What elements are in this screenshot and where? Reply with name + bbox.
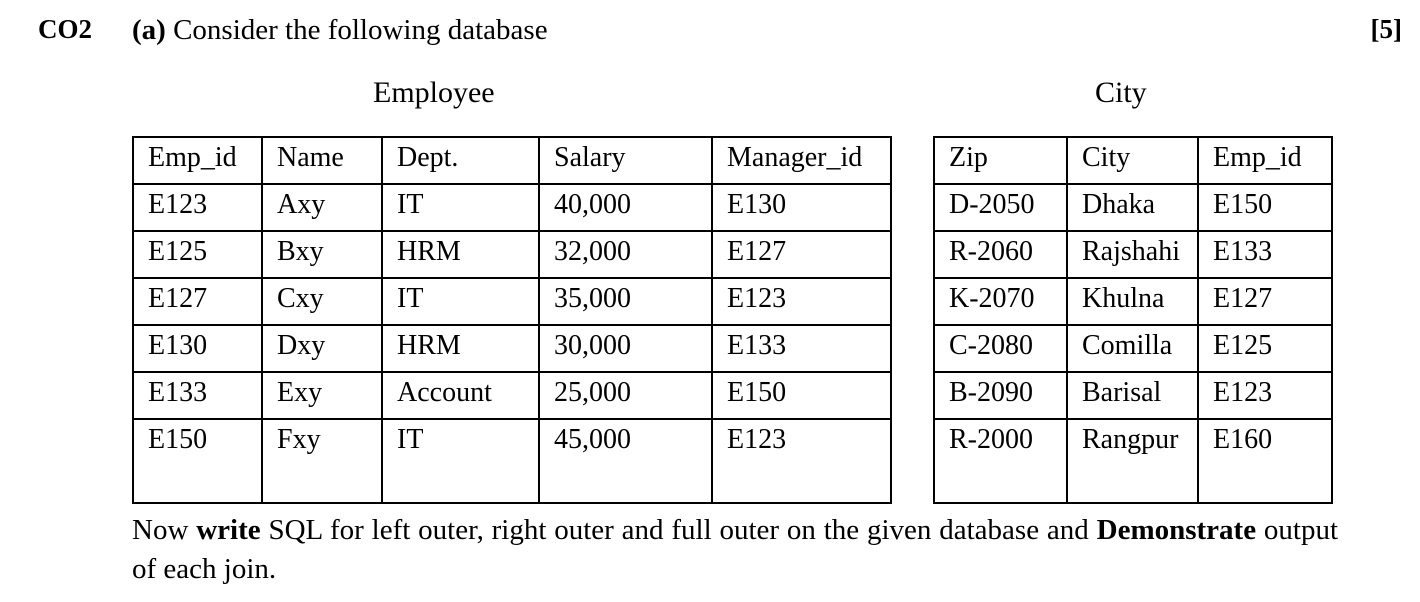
- employee-table-row: [133, 278, 891, 325]
- employee-table-column-header: Name: [262, 137, 382, 184]
- employee-table-cell: Bxy: [262, 231, 382, 278]
- city-table-cell: K-2070: [934, 278, 1067, 325]
- city-table-cell: E150: [1198, 184, 1332, 231]
- employee-table-row: [133, 184, 891, 231]
- city-table-cell: E133: [1198, 231, 1332, 278]
- employee-table-cell: E127: [133, 278, 262, 325]
- city-table-cell: D-2050: [934, 184, 1067, 231]
- employee-table-row: [133, 325, 891, 372]
- employee-table-column-header: Dept.: [382, 137, 539, 184]
- city-table-cell: Khulna: [1067, 278, 1198, 325]
- city-table-caption: City: [1095, 76, 1147, 109]
- employee-table-caption: Employee: [373, 76, 495, 109]
- city-table-row: [934, 325, 1332, 372]
- employee-table-cell: E133: [133, 372, 262, 419]
- city-table-row: [934, 419, 1332, 503]
- employee-table-cell: HRM: [382, 325, 539, 372]
- city-table-cell: C-2080: [934, 325, 1067, 372]
- city-table-cell: E123: [1198, 372, 1332, 419]
- city-table-cell: E160: [1198, 419, 1332, 503]
- employee-table-cell: E123: [712, 419, 891, 503]
- employee-table-cell: HRM: [382, 231, 539, 278]
- employee-table-column-header: Salary: [539, 137, 712, 184]
- employee-table-header-row: [133, 137, 891, 184]
- city-table-cell: Dhaka: [1067, 184, 1198, 231]
- instruction-tail: output of each join.: [132, 514, 1339, 585]
- instruction-keyword-demonstrate: Demonstrate: [1096, 514, 1257, 546]
- employee-table-cell: Fxy: [262, 419, 382, 503]
- city-table-cell: R-2060: [934, 231, 1067, 278]
- city-table-row: [934, 184, 1332, 231]
- instruction-text: [132, 511, 1338, 589]
- employee-table-cell: E127: [712, 231, 891, 278]
- employee-table-cell: E130: [133, 325, 262, 372]
- employee-table-cell: E123: [133, 184, 262, 231]
- employee-table-cell: 45,000: [539, 419, 712, 503]
- city-table-row: [934, 278, 1332, 325]
- city-table-cell: E125: [1198, 325, 1332, 372]
- city-table-cell: R-2000: [934, 419, 1067, 503]
- question-part-label: (a): [132, 14, 166, 46]
- employee-table-column-header: Emp_id: [133, 137, 262, 184]
- employee-table-cell: Account: [382, 372, 539, 419]
- employee-table-cell: E130: [712, 184, 891, 231]
- employee-table-row: [133, 372, 891, 419]
- city-table-column-header: Emp_id: [1198, 137, 1332, 184]
- employee-table-cell: Dxy: [262, 325, 382, 372]
- employee-table-cell: E123: [712, 278, 891, 325]
- employee-table-cell: Axy: [262, 184, 382, 231]
- employee-table-cell: 25,000: [539, 372, 712, 419]
- employee-table-cell: Exy: [262, 372, 382, 419]
- instruction-body: SQL for left outer, right outer and full outer on the given database and: [268, 514, 1089, 546]
- employee-table-row: [133, 231, 891, 278]
- instruction-keyword-write: write: [196, 514, 261, 546]
- employee-table-cell: 35,000: [539, 278, 712, 325]
- employee-table-cell: 30,000: [539, 325, 712, 372]
- city-table-row: [934, 231, 1332, 278]
- employee-table-cell: 32,000: [539, 231, 712, 278]
- course-outcome-label: CO2: [38, 14, 92, 44]
- employee-table-cell: Cxy: [262, 278, 382, 325]
- employee-table-column-header: Manager_id: [712, 137, 891, 184]
- city-table-column-header: Zip: [934, 137, 1067, 184]
- city-table-row: [934, 372, 1332, 419]
- employee-table-cell: IT: [382, 278, 539, 325]
- employee-table-cell: IT: [382, 184, 539, 231]
- marks-label: [5]: [1370, 14, 1402, 44]
- employee-table-cell: 40,000: [539, 184, 712, 231]
- city-table-column-header: City: [1067, 137, 1198, 184]
- employee-table-cell: E150: [133, 419, 262, 503]
- city-table-cell: Rajshahi: [1067, 231, 1198, 278]
- instruction-word: Now: [132, 514, 189, 546]
- employee-table-cell: IT: [382, 419, 539, 503]
- city-table: [933, 136, 1333, 504]
- city-table-cell: Comilla: [1067, 325, 1198, 372]
- city-table-header-row: [934, 137, 1332, 184]
- question-heading: [132, 14, 548, 47]
- employee-table-cell: E133: [712, 325, 891, 372]
- question-prompt: Consider the following database: [173, 14, 548, 46]
- city-table-cell: E127: [1198, 278, 1332, 325]
- employee-table: [132, 136, 892, 504]
- employee-table-cell: E125: [133, 231, 262, 278]
- city-table-cell: Rangpur: [1067, 419, 1198, 503]
- city-table-cell: B-2090: [934, 372, 1067, 419]
- employee-table-cell: E150: [712, 372, 891, 419]
- employee-table-row: [133, 419, 891, 503]
- city-table-cell: Barisal: [1067, 372, 1198, 419]
